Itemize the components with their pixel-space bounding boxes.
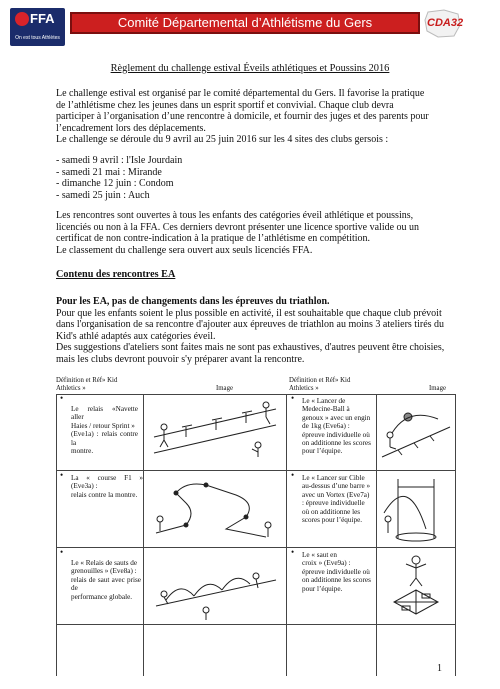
document-title: Règlement du challenge estival Éveils athlétiques et Poussins 2016 bbox=[110, 63, 390, 74]
workshop-description bbox=[302, 551, 372, 593]
intro-paragraph bbox=[56, 88, 448, 146]
bullet-icon: • bbox=[291, 470, 295, 480]
description-line: La « course F1 » (Eve3a) : bbox=[71, 474, 143, 491]
schedule-item: - samedi 25 juin : Auch bbox=[56, 189, 150, 201]
schedule-item: - samedi 9 avril : l'Isle Jourdain bbox=[56, 155, 183, 166]
page-header bbox=[0, 0, 500, 50]
cda32-logo bbox=[424, 9, 462, 39]
description-line: : épreuve individuelle bbox=[302, 499, 365, 508]
description-line: pour l’équipe. bbox=[302, 584, 343, 593]
bullet-icon: • bbox=[60, 470, 64, 480]
table-border bbox=[286, 394, 287, 676]
workshop-description bbox=[71, 405, 138, 455]
table-rule bbox=[56, 470, 456, 471]
description-line: Le « Lancer sur Cible bbox=[302, 474, 365, 482]
table-rule bbox=[56, 547, 456, 548]
bullet-icon: • bbox=[291, 393, 295, 403]
description-line: (Eve1a) : relais contre la bbox=[71, 430, 138, 447]
text-line: licenciés ou non à la FFA. Ces derniers devront présenter une licence sportive valide ou un bbox=[56, 221, 420, 233]
ffa-logo bbox=[10, 8, 65, 46]
vortex-target-throw-illustration bbox=[378, 473, 454, 545]
description-line: de 1kg (Eve6a) : bbox=[302, 422, 350, 431]
description-line: avec un Vortex (Eve7a) bbox=[302, 490, 370, 499]
text-line: Pour que les enfants soient le plus possible en activité, il est souhaitable que chaque club prévoit bbox=[56, 307, 442, 319]
schedule-item: - dimanche 12 juin : Condom bbox=[56, 178, 174, 190]
ffa-logo-text: FFA bbox=[30, 11, 55, 26]
table-border bbox=[455, 394, 456, 676]
workshop-description bbox=[302, 397, 372, 456]
description-line: croix » (Eve9a) : bbox=[302, 559, 351, 568]
description-line: relais de saut avec prise de bbox=[71, 575, 141, 593]
text-line: dans l'organisation de sa rencontre d'ajouter aux épreuves de triathlon au moins 3 ateliers tirés du bbox=[56, 319, 445, 331]
text-line: de l’athlétisme chez les jeunes dans un esprit sportif et convivial. Chaque club devra bbox=[56, 99, 394, 111]
schedule-list bbox=[56, 155, 448, 201]
description-line: relais contre la montre. bbox=[71, 490, 138, 499]
description-line: Le « Relais de sauts de bbox=[71, 559, 138, 567]
bullet-icon: • bbox=[291, 547, 295, 557]
medicine-ball-throw-illustration bbox=[378, 397, 454, 467]
description-line: scores pour l’équipe. bbox=[302, 516, 363, 525]
column-header-image-right: Image bbox=[429, 385, 446, 392]
workshop-description bbox=[71, 474, 143, 499]
frog-jump-relay-illustration bbox=[146, 550, 284, 622]
text-line: mais les clubs devront pouvoir s'y préparer avant la rencontre. bbox=[56, 353, 305, 365]
cross-jump-illustration bbox=[378, 550, 454, 622]
description-line: Haies / retour Sprint » bbox=[71, 421, 135, 430]
bullet-icon: • bbox=[60, 393, 64, 403]
workshop-description bbox=[302, 474, 372, 524]
table-rule bbox=[56, 394, 456, 395]
description-line: performance globale. bbox=[71, 592, 133, 601]
description-line: Le relais «Navette aller bbox=[71, 405, 138, 422]
description-line: Le « saut en bbox=[302, 551, 337, 559]
relay-hurdles-illustration bbox=[146, 397, 284, 467]
description-line: on additionne les scores bbox=[302, 439, 371, 448]
eligibility-paragraph bbox=[56, 210, 448, 256]
text-line: Le challenge estival est organisé par le comité départemental du Gers. Il favorise la pratique bbox=[56, 88, 425, 99]
ea-content-paragraph bbox=[56, 296, 448, 366]
description-line: où on additionne les bbox=[302, 507, 361, 516]
text-line: Le classement du challenge sera ouvert aux seuls licenciés FFA. bbox=[56, 244, 313, 256]
text-line: participer à l’organisation d’une rencontre à domicile, et fournir des juges et des parents pour bbox=[56, 111, 429, 123]
page-number: 1 bbox=[437, 663, 442, 674]
schedule-item: - samedi 21 mai : Mirande bbox=[56, 166, 162, 178]
column-header-definition-right: Définition et Réf» Kid Athletics » bbox=[289, 377, 351, 392]
text-line: l’encadrement lors des déplacements. bbox=[56, 122, 206, 134]
description-line: on additionne les scores bbox=[302, 576, 371, 585]
description-line: genoux » avec un engin bbox=[302, 413, 371, 422]
ffa-emblem-icon bbox=[15, 12, 29, 26]
table-border bbox=[376, 394, 377, 676]
description-line: Medecine-Ball à bbox=[302, 405, 350, 414]
column-header-definition-left: Définition et Réf» Kid Athletics » bbox=[56, 377, 118, 392]
description-line: Le « Lancer de bbox=[302, 397, 346, 405]
workshops-table bbox=[56, 377, 456, 676]
workshop-description bbox=[71, 559, 141, 601]
table-border bbox=[143, 394, 144, 676]
column-header-image-left: Image bbox=[216, 385, 233, 392]
bold-lead-line: Pour les EA, pas de changements dans les épreuves du triathlon. bbox=[56, 296, 330, 307]
text-line: Le challenge se déroule du 9 avril au 25 juin 2016 sur les 4 sites des clubs gersois : bbox=[56, 134, 389, 146]
bullet-icon: • bbox=[60, 547, 64, 557]
description-line: au-dessus d’une barre » bbox=[302, 482, 371, 491]
description-line: pour l’équipe. bbox=[302, 447, 343, 456]
table-rule bbox=[56, 624, 456, 625]
f1-course-illustration bbox=[146, 473, 284, 545]
committee-name: Comité Départemental d’Athlétisme du Gers bbox=[117, 15, 373, 30]
description-line: épreuve individuelle où bbox=[302, 430, 370, 439]
section-heading: Contenu des rencontres EA bbox=[56, 269, 176, 280]
committee-banner bbox=[70, 12, 420, 34]
cda32-logo-text: CDA32 bbox=[427, 17, 464, 29]
text-line: Kid's athlé adaptés aux catégories éveil. bbox=[56, 330, 216, 342]
description-line: grenouilles » (Eve8a) : bbox=[71, 567, 137, 576]
description-line: montre. bbox=[71, 447, 94, 456]
description-line: épreuve individuelle où bbox=[302, 567, 370, 576]
text-line: certificat de non contre-indication à la pratique de l’athlétisme en compétition. bbox=[56, 233, 371, 245]
ffa-tagline: On est tous Athlètes bbox=[15, 35, 60, 41]
table-border bbox=[56, 394, 57, 676]
text-line: Des suggestions d'ateliers sont faites mais ne sont pas exhaustives, d'autres peuvent être choisies, bbox=[56, 342, 445, 354]
text-line: Les rencontres sont ouvertes à tous les enfants des catégories éveil athlétique et poussins, bbox=[56, 210, 414, 221]
